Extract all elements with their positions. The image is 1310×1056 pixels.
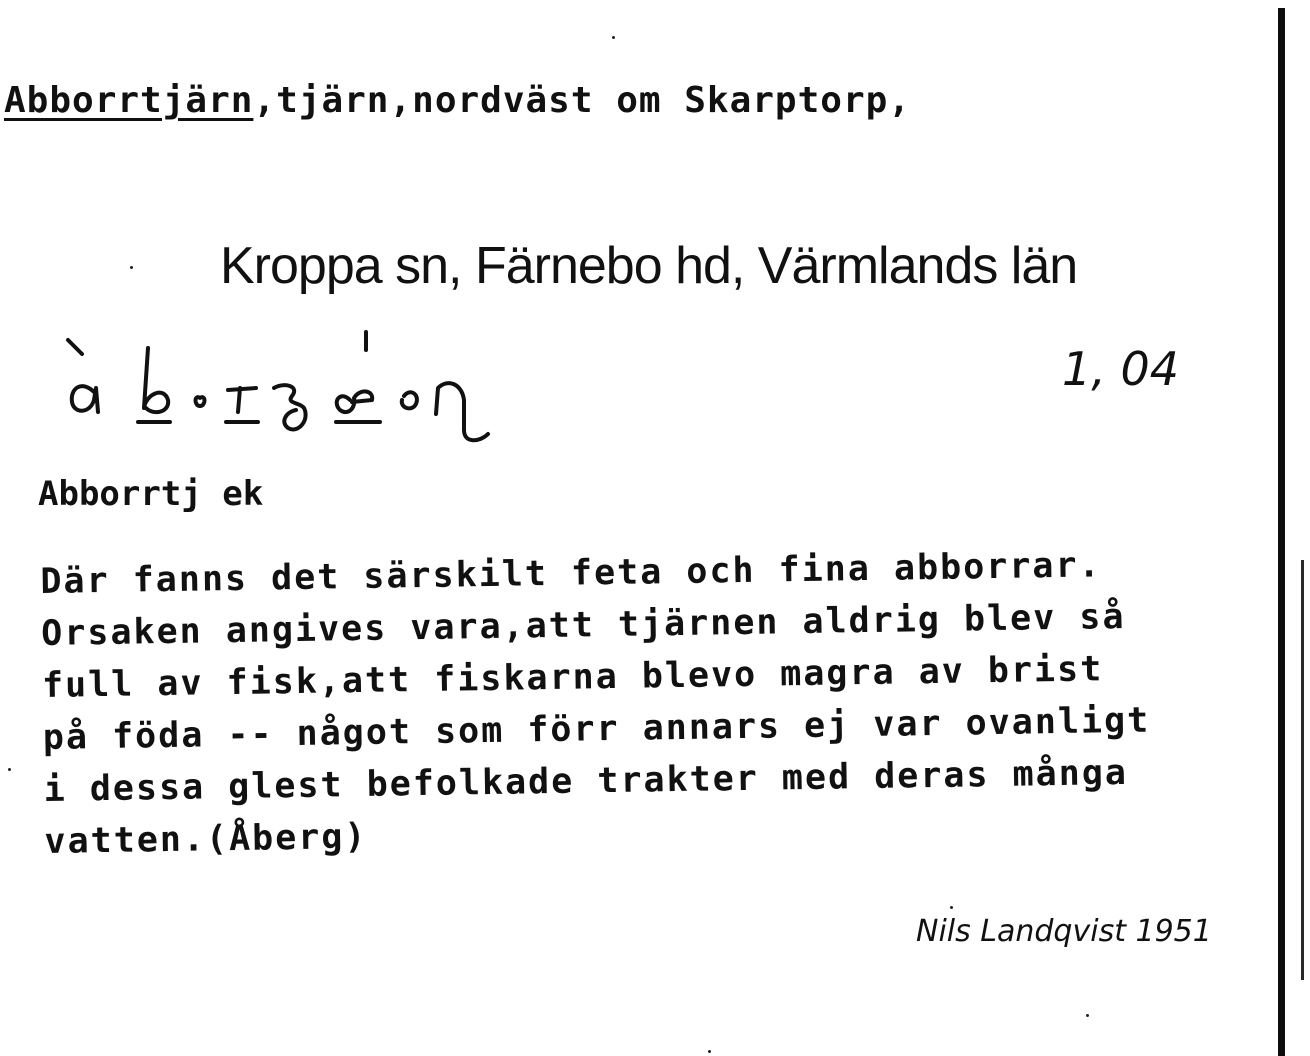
scan-speck bbox=[708, 1050, 711, 1053]
scan-speck bbox=[130, 266, 133, 269]
dialect-form: Abborrtj ek bbox=[38, 474, 264, 514]
body-line: Orsaken angives vara,att tjärnen aldrig blev så bbox=[40, 596, 1126, 654]
headword-description: ,tjärn,nordväst om Skarptorp, bbox=[253, 80, 911, 121]
scan-speck bbox=[612, 36, 615, 39]
body-line: i dessa glest befolkade trakter med deras många bbox=[43, 752, 1129, 810]
scan-speck bbox=[8, 768, 11, 771]
scan-speck bbox=[950, 906, 953, 909]
card-edge-line-secondary bbox=[1301, 560, 1304, 980]
phonetic-transcription bbox=[60, 330, 520, 450]
body-line: på föda -- något som förr annars ej var ovanligt bbox=[42, 700, 1151, 758]
headword-line bbox=[4, 80, 911, 121]
headword: Abborrtjärn bbox=[4, 80, 254, 121]
body-line: vatten.(Åberg) bbox=[44, 816, 368, 862]
body-text bbox=[40, 539, 1152, 868]
location-stamp: Kroppa sn, Färnebo hd, Värmlands län bbox=[220, 237, 1078, 295]
body-line: full av fisk,att fiskarna blevo magra av brist bbox=[41, 649, 1104, 706]
body-line: Där fanns det särskilt feta och fina abborrar. bbox=[40, 545, 1102, 602]
map-reference: 1, 04 bbox=[1062, 342, 1180, 396]
scan-speck bbox=[1086, 1014, 1089, 1017]
card-edge-line bbox=[1278, 8, 1285, 1056]
signature: Nils Landqvist 1951 bbox=[916, 914, 1212, 949]
